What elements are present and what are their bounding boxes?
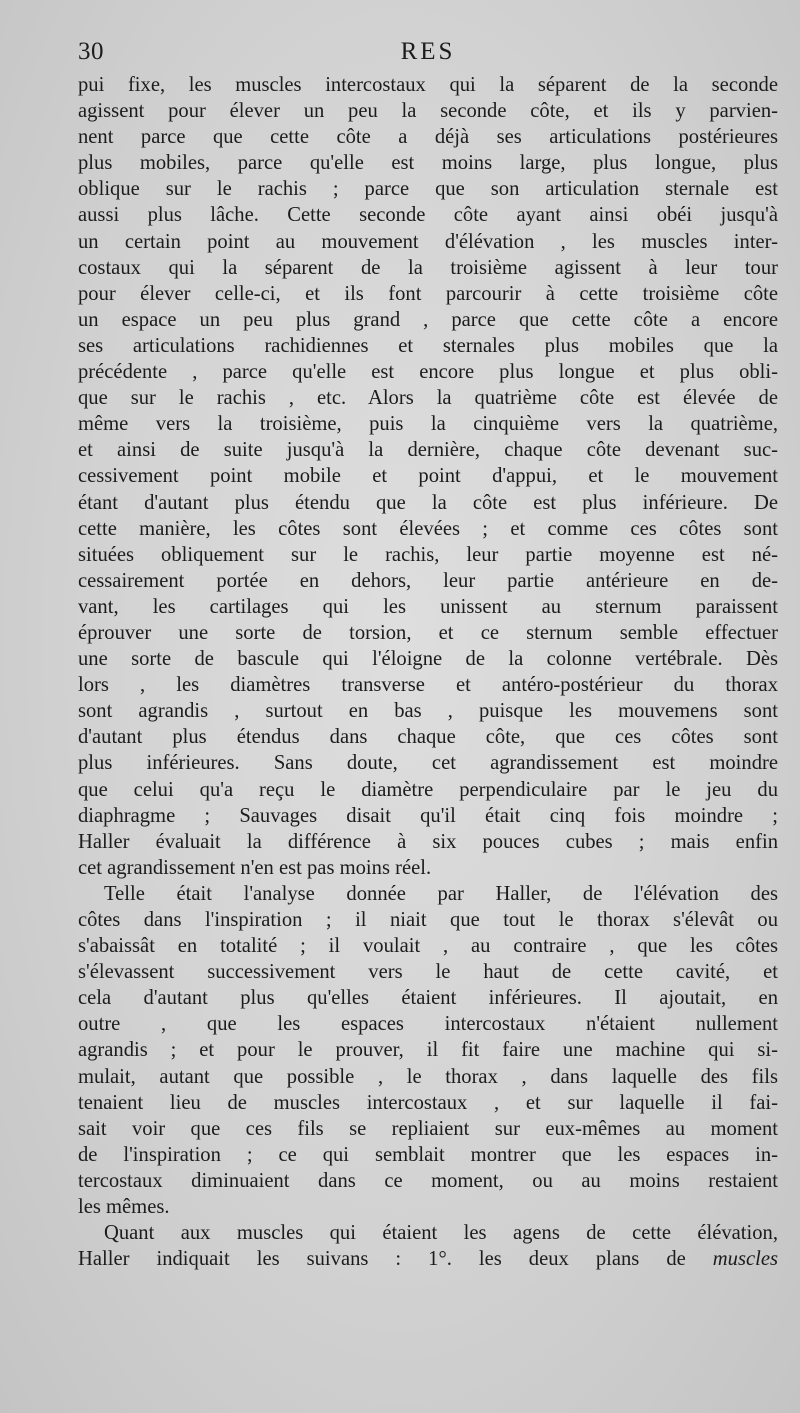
text-line: costaux qui la séparent de la troisième agissent à leur tour — [78, 256, 778, 279]
text-line: un espace un peu plus grand , parce que cette côte a encore — [78, 308, 778, 331]
text-line: précédente , parce qu'elle est encore plus longue et plus obli- — [78, 361, 778, 384]
text-line: pour élever celle-ci, et ils font parcourir à cette troisième côte — [78, 282, 778, 305]
text-line: Quant aux muscles qui étaient les agens de cette élévation, — [104, 1222, 778, 1245]
running-head: RES — [400, 38, 456, 65]
text-line: les mêmes. — [78, 1196, 170, 1219]
text-line: sait voir que ces fils se repliaient sur eux-mêmes au moment — [78, 1117, 778, 1140]
text-line: ses articulations rachidiennes et sternales plus mobiles que la — [78, 334, 778, 357]
text-line: tenaient lieu de muscles intercostaux , et sur laquelle il fai- — [78, 1091, 778, 1114]
text-line: que sur le rachis , etc. Alors la quatrième côte est élevée de — [78, 387, 778, 410]
text-line: diaphragme ; Sauvages disait qu'il était cinq fois moindre ; — [78, 804, 778, 827]
text-line: cet agrandissement n'en est pas moins réel. — [78, 856, 432, 879]
text-line: outre , que les espaces intercostaux n'étaient nullement — [78, 1013, 778, 1036]
text-line: cessivement point mobile et point d'appui, et le mouvement — [78, 465, 778, 488]
text-line: cela d'autant plus qu'elles étaient inférieures. Il ajoutait, en — [78, 987, 778, 1010]
text-line: s'abaissât en totalité ; il voulait , au contraire , que les côtes — [78, 935, 778, 958]
text-line: Telle était l'analyse donnée par Haller, de l'élévation des — [104, 882, 778, 905]
text-line: éprouver une sorte de torsion, et ce sternum semble effectuer — [78, 621, 778, 644]
text-line: étant d'autant plus étendu que la côte est plus inférieure. De — [78, 491, 778, 514]
text-line: tercostaux diminuaient dans ce moment, ou au moins restaient — [78, 1169, 778, 1192]
text-line: cette manière, les côtes sont élevées ; et comme ces côtes sont — [78, 517, 778, 540]
text-line: que celui qu'a reçu le diamètre perpendiculaire par le jeu du — [78, 778, 778, 801]
text-line: un certain point au mouvement d'élévation , les muscles inter- — [78, 230, 778, 253]
text-line: et ainsi de suite jusqu'à la dernière, chaque côte devenant suc- — [78, 439, 778, 462]
italic-word: muscles — [712, 1248, 778, 1271]
paragraph-1 — [78, 72, 778, 881]
text-line: lors , les diamètres transverse et antéro-postérieur du thorax — [78, 674, 778, 697]
text-line: aussi plus lâche. Cette seconde côte ayant ainsi obéi jusqu'à — [78, 204, 778, 227]
text-line — [78, 1246, 778, 1272]
text-line: même vers la troisième, puis la cinquième vers la quatrième, — [78, 413, 778, 436]
body-text — [78, 72, 778, 1272]
page-header — [78, 38, 778, 72]
text-line: nent parce que cette côte a déjà ses articulations postérieures — [78, 126, 778, 149]
text-line: vant, les cartilages qui les unissent au sternum paraissent — [78, 595, 778, 618]
paragraph-3 — [78, 1220, 778, 1272]
paragraph-2 — [78, 881, 778, 1220]
text-line: pui fixe, les muscles intercostaux qui la séparent de la seconde — [78, 74, 778, 96]
text-line-main: Haller indiquait les suivans : 1°. les deux plans de — [78, 1248, 713, 1271]
text-line: Haller évaluait la différence à six pouces cubes ; mais enfin — [78, 830, 778, 853]
text-line: situées obliquement sur le rachis, leur partie moyenne est né- — [78, 543, 778, 566]
text-line: s'élevassent successivement vers le haut de cette cavité, et — [78, 961, 778, 984]
text-line: plus inférieures. Sans doute, cet agrandissement est moindre — [78, 752, 778, 775]
text-line: sont agrandis , surtout en bas , puisque les mouvemens sont — [78, 700, 778, 723]
text-line: cessairement portée en dehors, leur partie antérieure en de- — [78, 569, 778, 592]
text-line: côtes dans l'inspiration ; il niait que tout le thorax s'élevât ou — [78, 909, 778, 931]
text-line: de l'inspiration ; ce qui semblait montrer que les espaces in- — [78, 1143, 778, 1166]
text-line: mulait, autant que possible , le thorax , dans laquelle des fils — [78, 1065, 778, 1088]
text-line: oblique sur le rachis ; parce que son articulation sternale est — [78, 178, 778, 201]
text-line: agrandis ; et pour le prouver, il fit faire une machine qui si- — [78, 1039, 778, 1062]
page-number: 30 — [78, 38, 104, 65]
text-line: une sorte de bascule qui l'éloigne de la colonne vertébrale. Dès — [78, 648, 778, 671]
text-line: agissent pour élever un peu la seconde côte, et ils y parvien- — [78, 100, 778, 123]
text-line: d'autant plus étendus dans chaque côte, que ces côtes sont — [78, 726, 778, 749]
text-line: plus mobiles, parce qu'elle est moins large, plus longue, plus — [78, 152, 778, 175]
